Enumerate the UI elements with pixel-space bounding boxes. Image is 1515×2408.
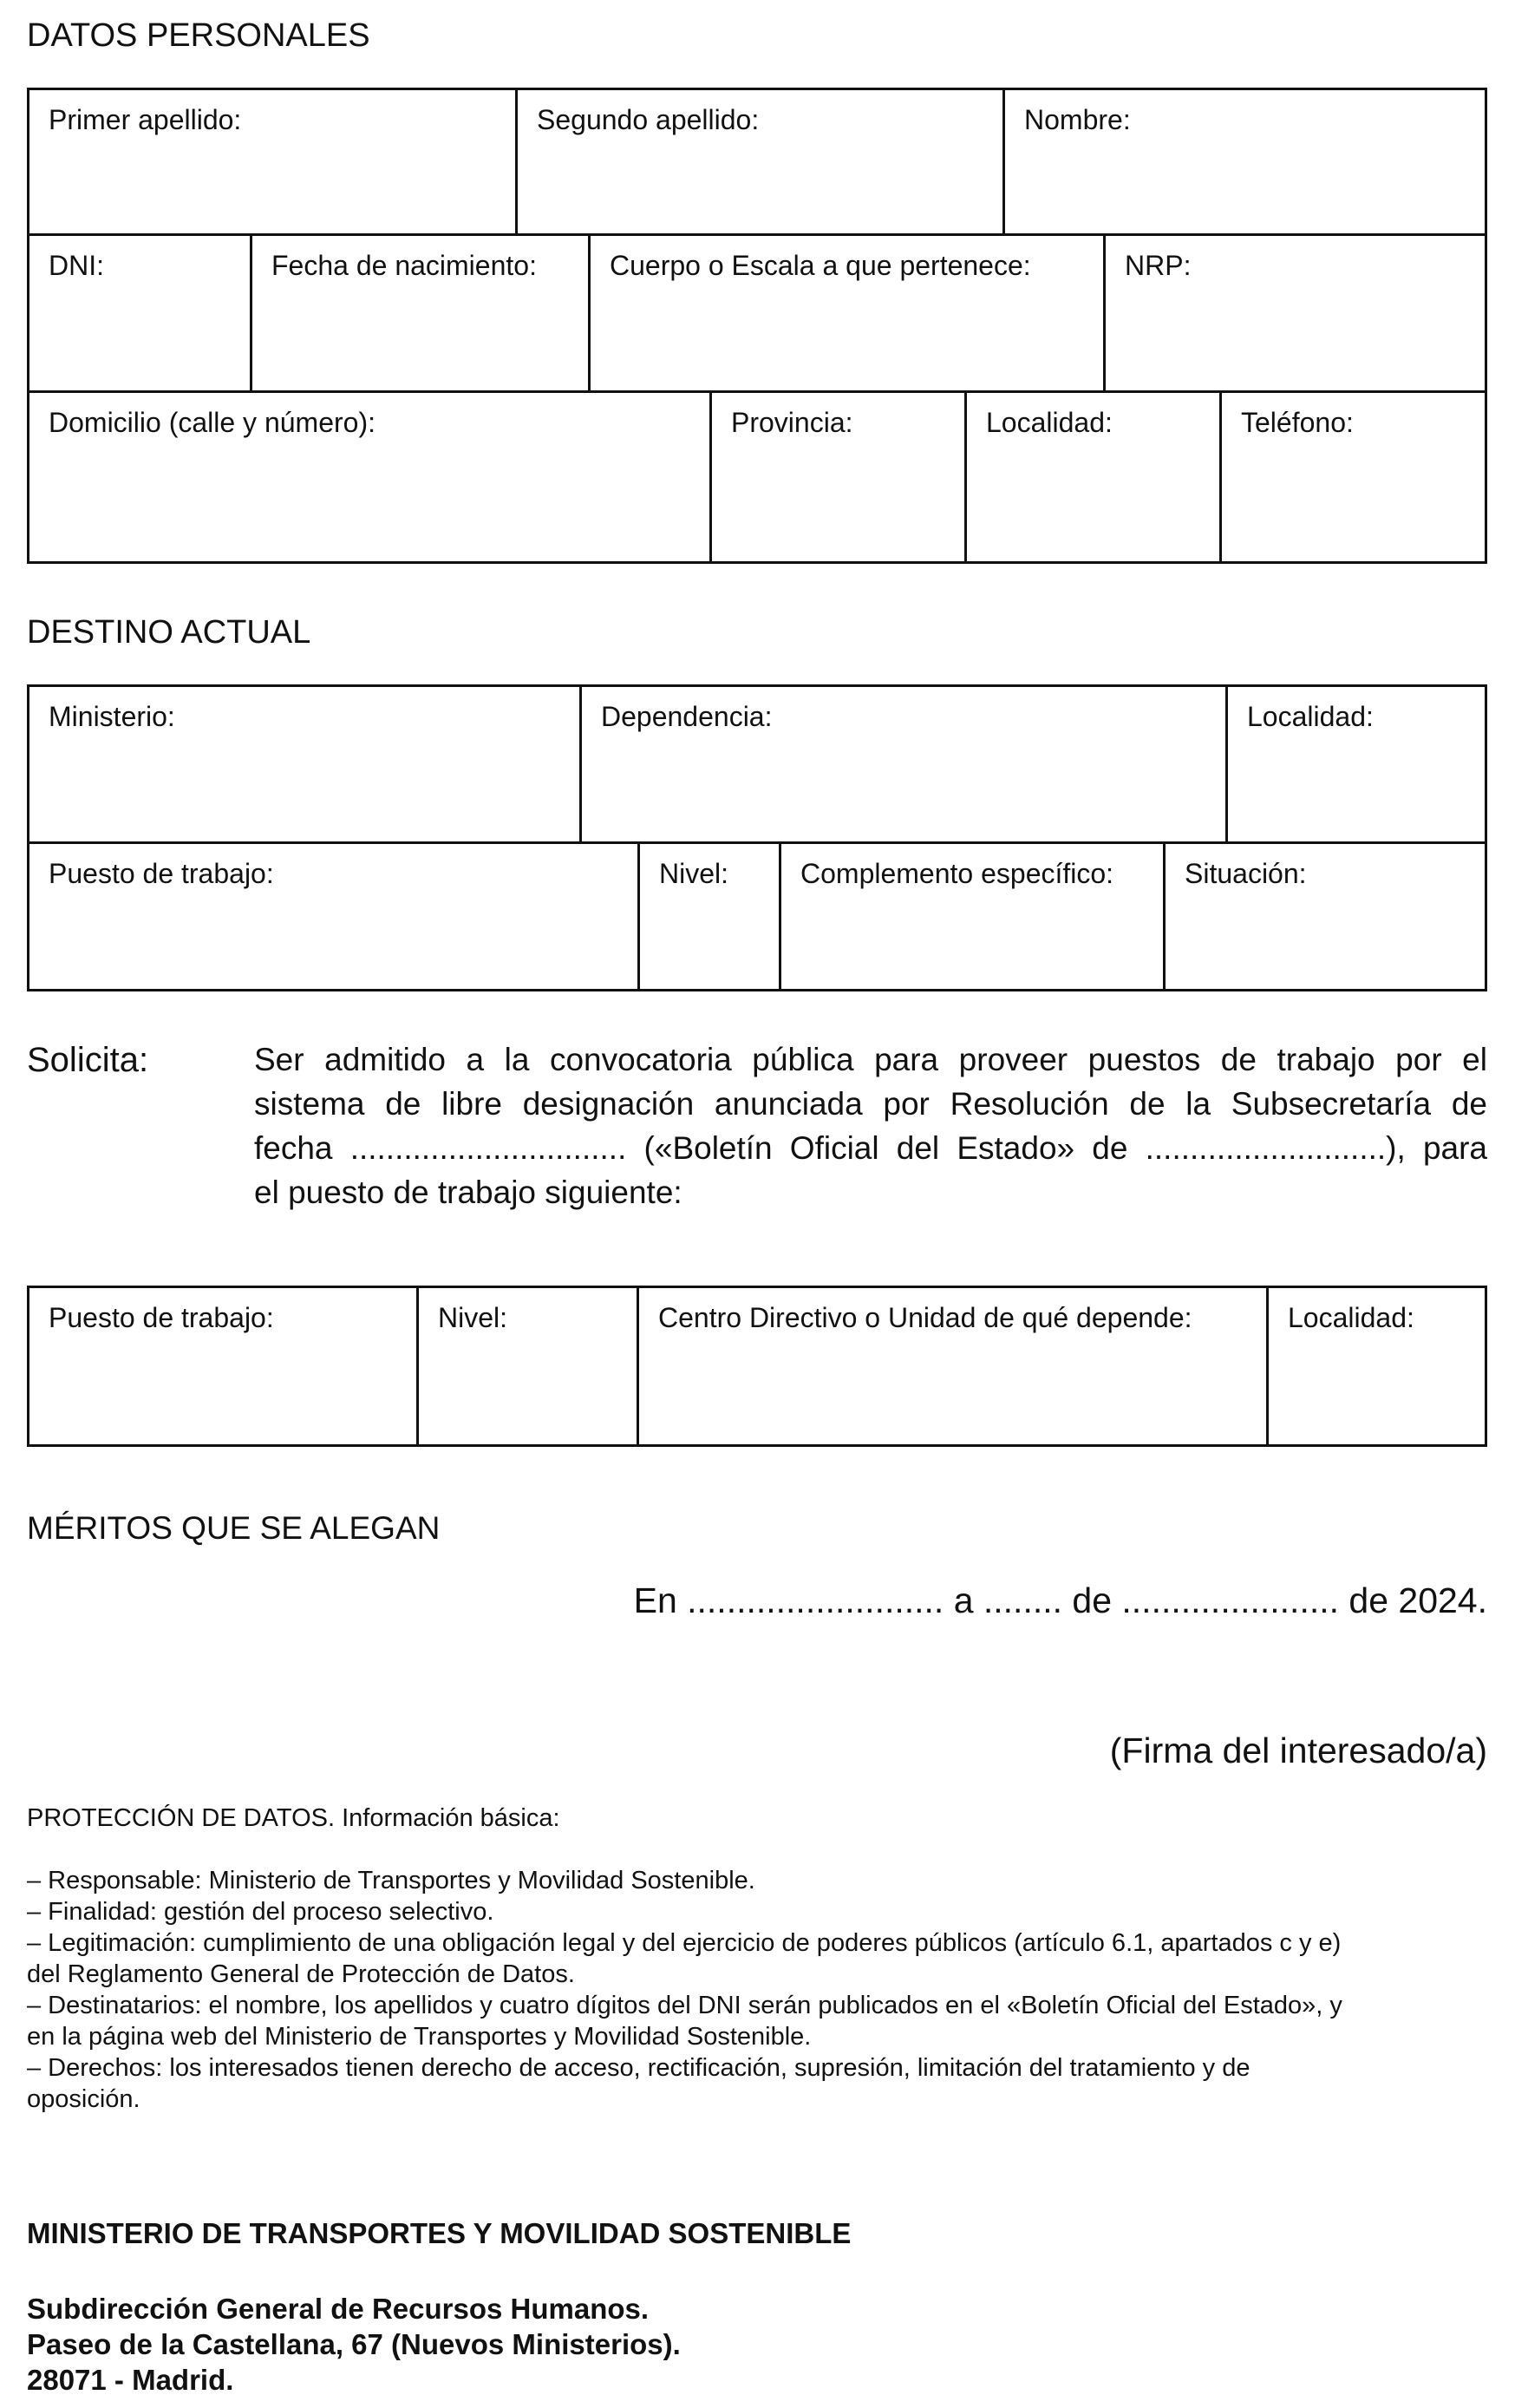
field-localidad-destino[interactable]	[1228, 687, 1485, 841]
field-cuerpo-escala[interactable]	[591, 236, 1106, 390]
address-line: 28071 - Madrid.	[27, 2364, 234, 2396]
paragraph-line: Ser admitido a la convocatoria pública para proveer puestos de trabajo por el	[254, 1042, 1487, 1077]
section-title-destino-actual: DESTINO ACTUAL	[27, 614, 311, 651]
field-label: Nombre:	[1024, 104, 1131, 135]
field-fecha-nacimiento[interactable]	[252, 236, 591, 390]
signature-label: (Firma del interesado/a)	[1109, 1731, 1487, 1770]
field-label: Cuerpo o Escala a que pertenece:	[610, 250, 1031, 281]
address-line: Paseo de la Castellana, 67 (Nuevos Ministerios).	[27, 2328, 681, 2360]
field-label: Primer apellido:	[49, 104, 242, 135]
field-label: Fecha de nacimiento:	[271, 250, 537, 281]
field-label: Localidad:	[1288, 1302, 1414, 1333]
section-title-meritos: MÉRITOS QUE SE ALEGAN	[27, 1510, 441, 1546]
field-complemento-especifico[interactable]	[781, 844, 1166, 989]
puesto-solicitado-table	[27, 1286, 1487, 1447]
table-row	[29, 393, 1485, 561]
field-label: Nivel:	[438, 1302, 508, 1333]
table-row	[29, 844, 1485, 989]
table-row	[29, 90, 1485, 236]
field-label: Domicilio (calle y número):	[49, 407, 375, 438]
list-item: – Responsable: Ministerio de Transportes y Movilidad Sostenible.	[27, 1867, 755, 1894]
field-label: Situación:	[1185, 858, 1307, 889]
field-label: Nivel:	[659, 858, 729, 889]
field-label: Localidad:	[986, 407, 1113, 438]
address-line: Subdirección General de Recursos Humanos.	[27, 2293, 650, 2325]
list-item: oposición.	[27, 2085, 140, 2113]
date-place-line[interactable]: En .......................... a ........ de ...................... de 2024.	[633, 1580, 1487, 1620]
field-localidad[interactable]	[967, 393, 1222, 561]
paragraph-line: sistema de libre designación anunciada por Resolución de la Subsecretaría de	[254, 1086, 1487, 1122]
datos-personales-table	[27, 88, 1487, 564]
footer-ministry: MINISTERIO DE TRANSPORTES Y MOVILIDAD SOSTENIBLE	[27, 2217, 852, 2249]
field-dependencia[interactable]	[582, 687, 1228, 841]
field-primer-apellido[interactable]	[29, 90, 518, 233]
section-title-datos-personales: DATOS PERSONALES	[27, 17, 370, 54]
field-ministerio[interactable]	[29, 687, 582, 841]
list-item: – Finalidad: gestión del proceso selectivo.	[27, 1898, 494, 1926]
field-label: NRP:	[1125, 250, 1192, 281]
list-item: – Destinatarios: el nombre, los apellidos y cuatro dígitos del DNI serán publicados en el «Boletín Oficial del Estado», y	[27, 1992, 1342, 2019]
field-puesto-trabajo-actual[interactable]	[29, 844, 640, 989]
field-segundo-apellido[interactable]	[518, 90, 1005, 233]
field-label: Segundo apellido:	[537, 104, 760, 135]
field-nivel-solicitado[interactable]	[419, 1288, 639, 1444]
solicita-label: Solicita:	[27, 1041, 149, 1079]
field-dni[interactable]	[29, 236, 252, 390]
footer-address	[27, 2291, 681, 2398]
field-label: Puesto de trabajo:	[49, 858, 274, 889]
field-nivel-actual[interactable]	[640, 844, 781, 989]
field-label: Complemento específico:	[800, 858, 1114, 889]
proteccion-datos-title: PROTECCIÓN DE DATOS. Información básica:	[27, 1804, 560, 1832]
field-label: Teléfono:	[1241, 407, 1354, 438]
field-label: Provincia:	[731, 407, 853, 438]
field-situacion[interactable]	[1166, 844, 1485, 989]
field-label: Puesto de trabajo:	[49, 1302, 274, 1333]
field-provincia[interactable]	[712, 393, 967, 561]
list-item: – Derechos: los interesados tienen derecho de acceso, rectificación, supresión, limitación del tratamiento y de	[27, 2054, 1251, 2082]
field-nombre[interactable]	[1005, 90, 1485, 233]
table-row	[29, 236, 1485, 393]
field-label: Localidad:	[1247, 701, 1374, 732]
paragraph-line: fecha ............................... («Boletín Oficial del Estado» de ...........................), para	[254, 1130, 1487, 1166]
table-row	[29, 687, 1485, 844]
proteccion-datos-list	[27, 1865, 1492, 2115]
field-domicilio[interactable]	[29, 393, 712, 561]
list-item: en la página web del Ministerio de Transportes y Movilidad Sostenible.	[27, 2023, 812, 2051]
field-centro-directivo[interactable]	[639, 1288, 1269, 1444]
field-telefono[interactable]	[1222, 393, 1485, 561]
field-nrp[interactable]	[1106, 236, 1485, 390]
field-label: Centro Directivo o Unidad de qué depende:	[658, 1302, 1192, 1333]
field-puesto-trabajo-solicitado[interactable]	[29, 1288, 419, 1444]
field-label: Dependencia:	[601, 701, 773, 732]
field-label: DNI:	[49, 250, 104, 281]
list-item: – Legitimación: cumplimiento de una obligación legal y del ejercicio de poderes públicos (artículo 6.1, apartados c y e)	[27, 1929, 1342, 1957]
paragraph-line: el puesto de trabajo siguiente:	[254, 1175, 682, 1210]
table-row	[29, 1288, 1485, 1444]
field-localidad-solicitado[interactable]	[1269, 1288, 1485, 1444]
solicita-paragraph	[254, 1037, 1487, 1214]
field-label: Ministerio:	[49, 701, 175, 732]
destino-actual-table	[27, 684, 1487, 991]
list-item: del Reglamento General de Protección de Datos.	[27, 1960, 575, 1988]
